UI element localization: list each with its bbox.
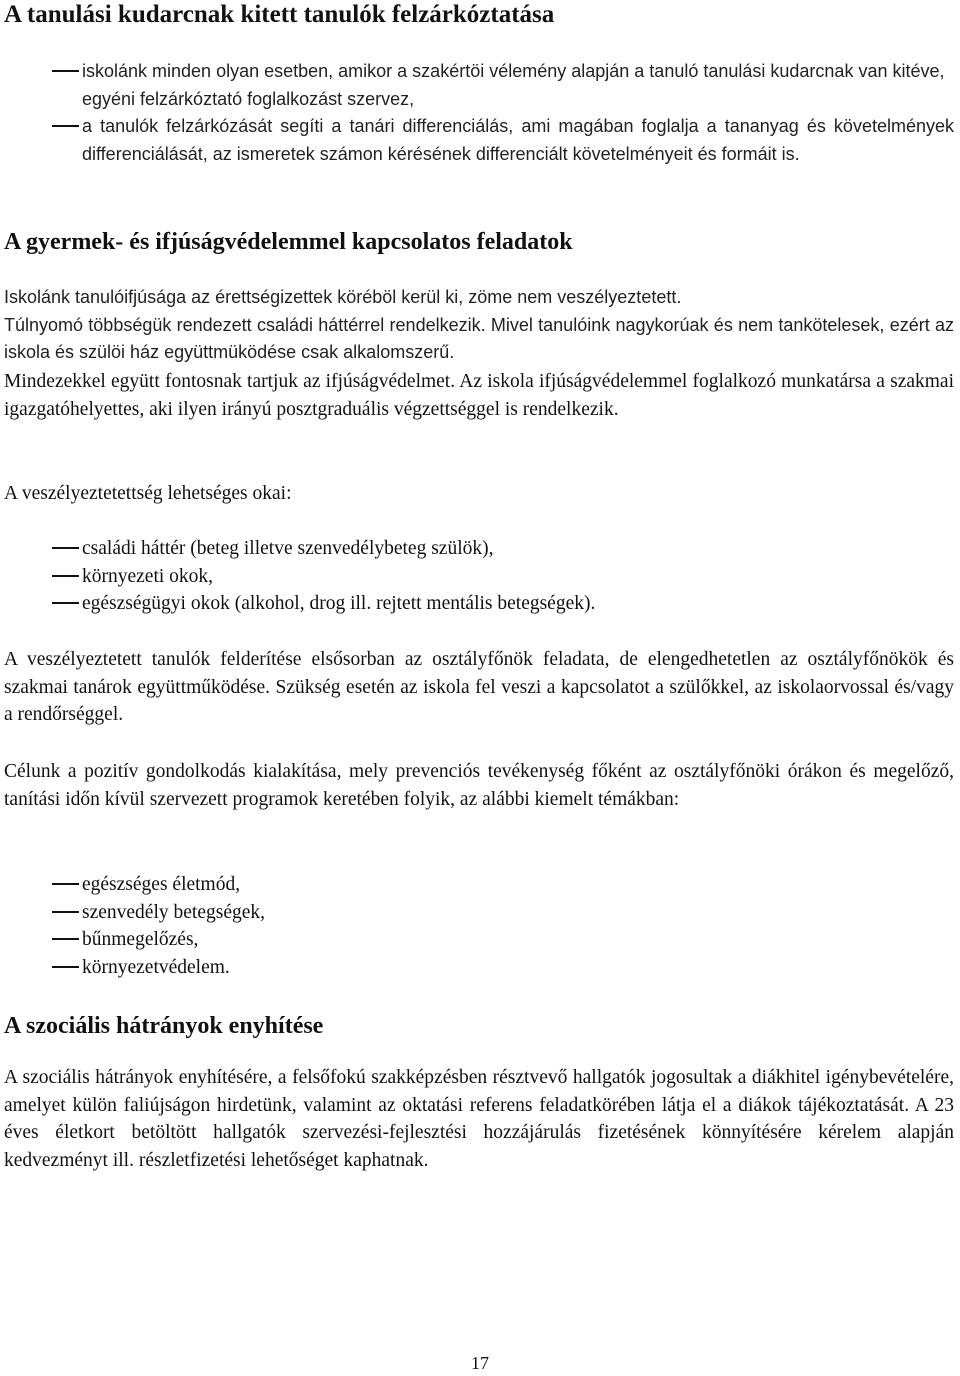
causes-list: [52, 535, 954, 618]
list-item-text: egészségügyi okok (alkohol, drog ill. rejtett mentális betegségek).: [82, 593, 596, 615]
list-item: [52, 871, 954, 899]
dash-bullet-icon: [52, 938, 79, 940]
dash-bullet-icon: [52, 70, 79, 72]
dash-bullet-icon: [52, 125, 79, 127]
list-item: [52, 563, 954, 591]
paragraph-prevencio: Célunk a pozitív gondolkodás kialakítása, mely prevenciós tevékenység főként az osztályfőnöki órákon és megelőző, tanítási időn kívül szervezett programok keretében folyik, az alábbi kiemelt témákban:: [4, 761, 954, 810]
dash-bullet-icon: [52, 911, 79, 913]
list-item: [52, 954, 954, 982]
section-title-ifjusagvedelem: A gyermek- és ifjúságvédelemmel kapcsolatos feladatok: [4, 229, 573, 255]
paragraph-part-2: Az iskola ifjúságvédelemmel foglalkozó munkatársa a szakmai igazgatóhelyettes, aki ilyen irányú posztgraduális végzettséggel is rendelkezik.: [4, 371, 954, 420]
list-item-text: iskolánk minden olyan esetben, amikor a szakértöi vélemény alapján a tanuló tanulási kudarcnak van kitéve, egyéni felzárkóztató foglalkozást szervez,: [82, 61, 945, 109]
list-item: [52, 113, 954, 168]
list-item-text: családi háttér (beteg illetve szenvedélybeteg szülök),: [82, 538, 494, 559]
dash-bullet-icon: [52, 883, 79, 885]
dash-bullet-icon: [52, 547, 79, 549]
list-item: [52, 926, 954, 954]
list-item: [52, 899, 954, 927]
paragraph-ifjusagvedelem: [4, 368, 954, 423]
list-item-text: bűnmegelőzés,: [82, 929, 199, 951]
felzarkoztatas-list: [52, 58, 954, 169]
intro-line-3: Mivel tanulóink nagykorúak és nem tankötelesek, ezért az iskola és szülöi ház együttmüködése csak alkalomszerű.: [4, 314, 954, 363]
paragraph-szocialis: A szociális hátrányok enyhítésére, a felsőfokú szakképzésben résztvevő hallgatók jogosultak a diákhitel igénybevételére, amelyet külön faliújságon hirdetünk, valamint az oktatási referens feladatkörében látja el a diákok tájékoztatását. A 23 éves életkort betöltött hallgatók szervezési-fejlesztési hozzájárulás fizetésének könnyítésére kérelem alapján kedvezményt ill. részletfizetési lehetőséget kaphatnak.: [4, 1067, 954, 1172]
paragraph-felderites: A veszélyeztetett tanulók felderítése elsősorban az osztályfőnök feladata, de elengedhetetlen az osztályfőnökök és szakmai tanárok együttműködése. Szükség esetén az iskola fel veszi a kapcsolatot a szülőkkel, az iskolaorvossal és/vagy a rendőrséggel.: [4, 649, 954, 726]
list-item-text: egészséges életmód,: [82, 874, 241, 895]
paragraph-ifjusag-intro: [4, 284, 954, 367]
paragraph-part-1: Mindezekkel együtt fontosnak tartjuk az ifjúságvédelmet.: [4, 371, 456, 392]
list-item-text: környezeti okok,: [82, 565, 214, 587]
section-title-felzarkoztatas: A tanulási kudarcnak kitett tanulók felzárkóztatása: [4, 1, 555, 28]
list-item: [52, 58, 954, 113]
dash-bullet-icon: [52, 602, 79, 604]
dash-bullet-icon: [52, 966, 79, 968]
list-item: [52, 590, 954, 618]
intro-line-2: Túlnyomó többségük rendezett családi háttérrel rendelkezik.: [4, 314, 486, 335]
intro-line-1: Iskolánk tanulóifjúsága az érettségizettek köréböl kerül ki, zöme nem veszélyeztetett.: [4, 287, 682, 307]
page-number: 17: [471, 1353, 489, 1373]
list-item: [52, 535, 954, 563]
section-title-szocialis: A szociális hátrányok enyhítése: [4, 1013, 324, 1039]
list-item-text: környezetvédelem.: [82, 957, 230, 979]
dash-bullet-icon: [52, 575, 79, 577]
topics-list: [52, 871, 954, 982]
list-item-text: szenvedély betegségek,: [82, 901, 266, 923]
list-item-text: a tanulók felzárkózását segíti a tanári differenciálás, ami magában foglalja a tananyag és követelmények differenciálását, az ismeretek számon kérésének differenciált követelményeit és formáit is.: [82, 116, 954, 165]
causes-intro: A veszélyeztetettség lehetséges okai:: [4, 483, 292, 504]
